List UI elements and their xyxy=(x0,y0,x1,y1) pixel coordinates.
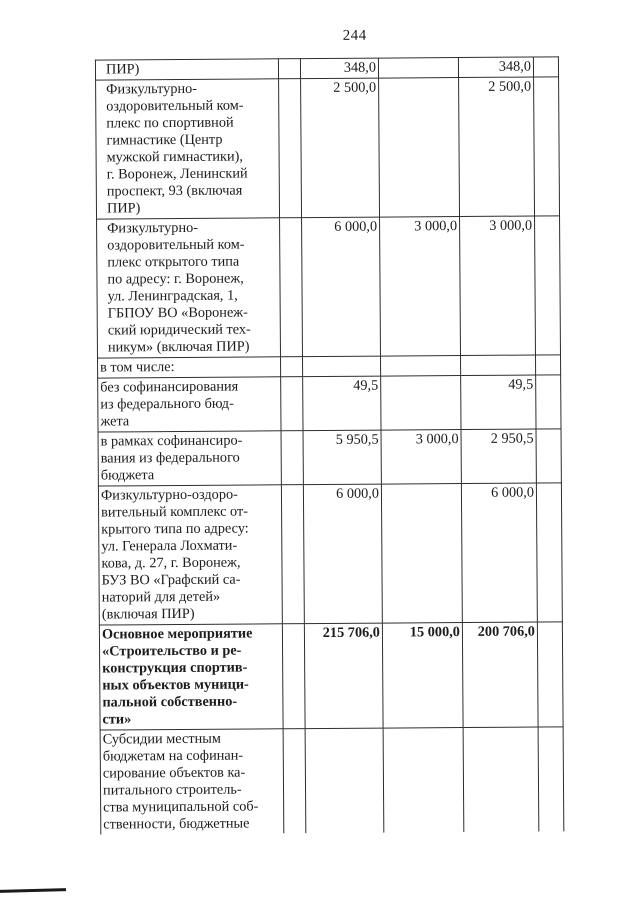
spacer-cell xyxy=(534,77,560,216)
name-cell: Основное мероприятие «Строительство и ре- конструкция спортив- ных объектов муници- пальной собственно- сти» xyxy=(99,624,283,730)
amount-3-cell: 2 950,5 xyxy=(461,429,536,484)
amount-1-cell xyxy=(303,356,381,377)
amount-2-cell xyxy=(383,728,464,833)
amount-3-cell: 3 000,0 xyxy=(460,216,536,356)
name-cell: Физкультурно- оздоровительный ком- плекс открытого типа по адресу: г. Воронеж, ул. Ленинградская, 1, ГБПОУ ВО «Воронеж- ский юридический тех- никум» (включая ПИР) xyxy=(97,218,281,358)
amount-1-cell: 348,0 xyxy=(300,58,378,79)
spacer-cell xyxy=(281,485,304,624)
spacer-cell xyxy=(281,377,303,431)
budget-table xyxy=(95,56,564,834)
spacer-cell xyxy=(282,624,305,729)
amount-1-cell: 2 500,0 xyxy=(301,78,380,218)
table-row xyxy=(96,77,560,219)
table-row xyxy=(99,622,563,730)
spacer-cell xyxy=(278,59,300,79)
amount-2-cell xyxy=(379,78,460,218)
spacer-cell xyxy=(537,622,563,727)
spacer-cell xyxy=(281,357,303,377)
amount-3-cell xyxy=(463,727,539,832)
name-cell: Физкультурно-оздоро- вительный комплекс от- крытого типа по адресу: ул. Генерала Лохмати- кова, д. 27, г. Воронеж, БУЗ ВО «Графский са- наторий для детей» (включая ПИР) xyxy=(98,485,282,625)
amount-1-cell: 5 950,5 xyxy=(303,430,381,485)
amount-3-cell: 200 706,0 xyxy=(462,622,538,728)
amount-2-cell xyxy=(381,484,462,624)
name-cell: ПИР) xyxy=(95,59,278,80)
amount-2-cell xyxy=(380,356,460,377)
amount-1-cell xyxy=(305,728,384,833)
page-number: 244 xyxy=(342,27,367,44)
spacer-cell xyxy=(535,355,560,375)
amount-3-cell xyxy=(460,355,535,376)
spacer-cell xyxy=(536,483,562,622)
amount-2-cell: 3 000,0 xyxy=(380,217,461,357)
amount-2-cell xyxy=(378,58,458,79)
amount-1-cell: 6 000,0 xyxy=(303,484,382,624)
spacer-cell xyxy=(536,429,561,483)
name-cell: в рамках софинансиро- вания из федерального бюджета xyxy=(98,431,281,486)
amount-3-cell: 6 000,0 xyxy=(461,483,537,623)
name-cell: Субсидии местным бюджетам на софинан- сирование объектов ка- питального строитель- ства муниципальной соб- ственности, бюджетные xyxy=(100,729,284,835)
spacer-cell xyxy=(535,216,561,355)
spacer-cell xyxy=(283,729,306,834)
amount-3-cell: 49,5 xyxy=(461,375,536,430)
spacer-cell xyxy=(538,727,564,832)
amount-1-cell: 215 706,0 xyxy=(304,623,383,729)
table-row xyxy=(98,429,561,486)
spacer-cell xyxy=(280,218,303,357)
amount-2-cell xyxy=(381,376,461,431)
spacer-cell xyxy=(536,375,561,429)
amount-2-cell: 3 000,0 xyxy=(381,430,461,485)
name-cell: без софинансирования из федерального бюд- жета xyxy=(98,377,281,432)
amount-1-cell: 49,5 xyxy=(303,376,381,431)
spacer-cell xyxy=(281,431,303,485)
amount-3-cell: 348,0 xyxy=(458,57,533,78)
amount-3-cell: 2 500,0 xyxy=(459,77,535,217)
table-row xyxy=(98,375,561,432)
amount-1-cell: 6 000,0 xyxy=(302,217,381,357)
table-row xyxy=(100,727,564,835)
name-cell: в том числе: xyxy=(98,357,281,378)
table-row xyxy=(98,483,562,625)
name-cell: Физкультурно- оздоровительный ком- плекс по спортивной гимнастике (Центр мужской гимнастики), г. Воронеж, Ленинский проспект, 93 (включая ПИР) xyxy=(96,79,280,219)
spacer-cell xyxy=(533,57,558,77)
amount-2-cell: 15 000,0 xyxy=(382,623,463,729)
table-row xyxy=(97,216,561,358)
spacer-cell xyxy=(279,79,302,218)
